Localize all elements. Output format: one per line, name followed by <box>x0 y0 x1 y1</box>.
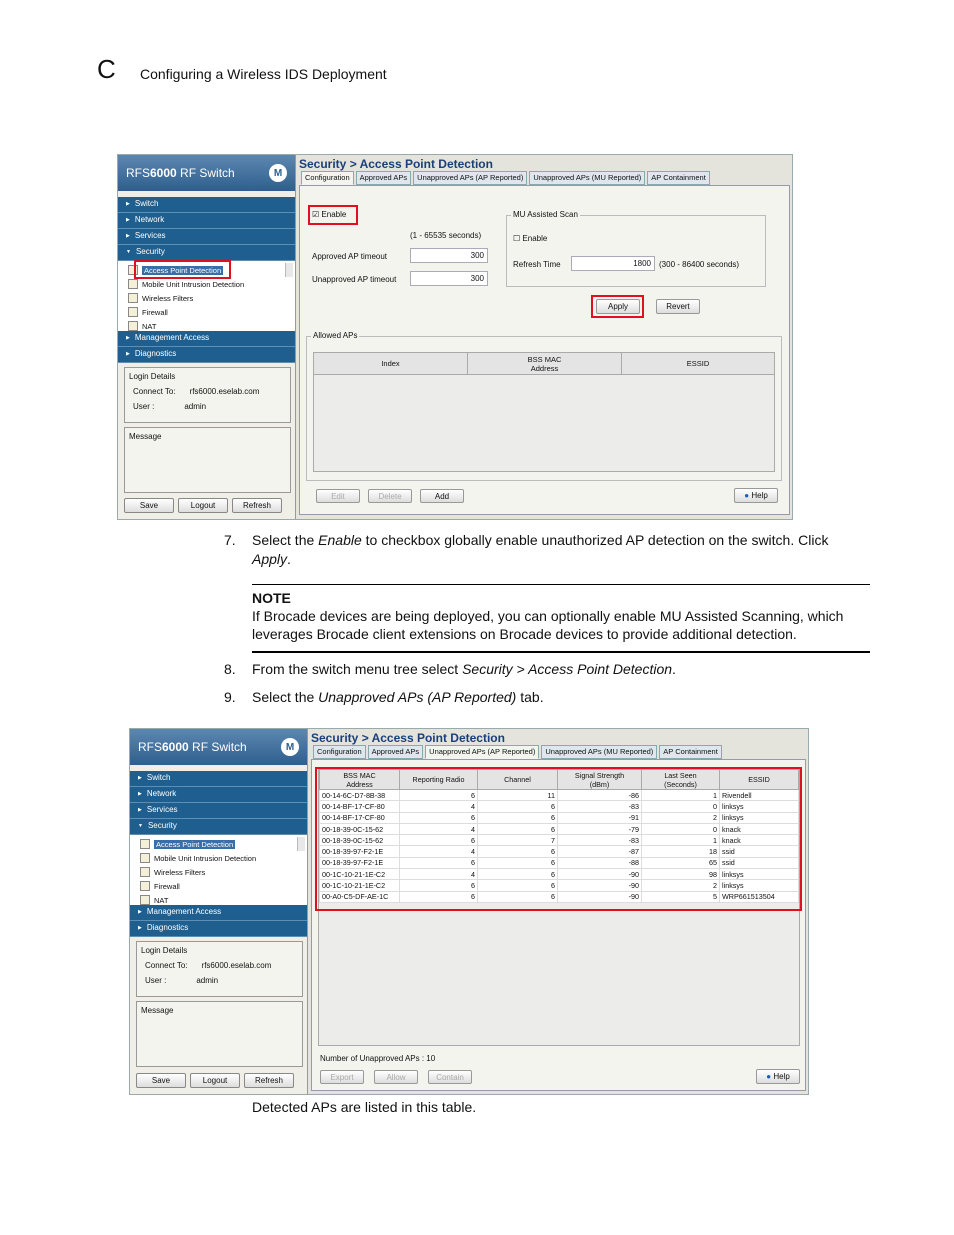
sidebar <box>130 729 308 1094</box>
table-cell: 00-A0-C5-DF-AE-1C <box>320 891 400 902</box>
col-last-seen: Last Seen (Seconds) <box>642 770 720 790</box>
brand-bar <box>118 155 295 191</box>
brand-name: RFS6000 RF Switch <box>138 740 247 754</box>
menu-network[interactable]: ▶ Network <box>118 213 295 229</box>
table-cell: linksys <box>720 812 799 823</box>
user-value: admin <box>196 976 219 985</box>
col-index: Index <box>314 353 468 374</box>
step-8: 8. From the switch menu tree select Security > Access Point Detection. <box>224 661 676 677</box>
table-cell: 2 <box>642 880 720 891</box>
table-cell: 6 <box>400 857 478 868</box>
menu-management-access[interactable]: ▶ Management Access <box>130 905 307 921</box>
apply-button[interactable]: Apply <box>596 299 640 314</box>
tree-item-mu-intrusion[interactable]: Mobile Unit Intrusion Detection <box>140 851 307 865</box>
table-cell: 00-18-39-97-F2-1E <box>320 846 400 857</box>
table-cell: -79 <box>558 823 642 834</box>
table-cell: 6 <box>478 801 558 812</box>
menu-diagnostics[interactable]: ▶ Diagnostics <box>130 921 307 937</box>
refresh-button[interactable]: Refresh <box>244 1073 294 1088</box>
connect-label: Connect To: <box>145 961 188 970</box>
table-cell: 6 <box>400 891 478 902</box>
revert-button[interactable]: Revert <box>656 299 700 314</box>
nat-icon <box>128 321 138 331</box>
menu-network[interactable]: ▶ Network <box>130 787 307 803</box>
tree-item-nat[interactable]: NAT <box>128 319 295 333</box>
logout-button[interactable]: Logout <box>178 498 228 513</box>
menu-diagnostics[interactable]: ▶ Diagnostics <box>118 347 295 363</box>
page-title: Security > Access Point Detection <box>299 157 493 171</box>
menu-switch[interactable]: ▶ Switch <box>118 197 295 213</box>
allowed-aps-title: Allowed APs <box>313 331 358 340</box>
note-box <box>252 584 870 653</box>
table-cell: ssid <box>720 846 799 857</box>
main-area <box>297 155 792 519</box>
table-cell: 6 <box>478 891 558 902</box>
brand-bar <box>130 729 307 765</box>
table-cell: -90 <box>558 869 642 880</box>
table-cell: 6 <box>400 812 478 823</box>
tab-bar <box>297 171 792 185</box>
table-cell: 98 <box>642 869 720 880</box>
table-cell: -91 <box>558 812 642 823</box>
screenshot-ap-detection-config <box>117 154 793 520</box>
connect-value: rfs6000.eselab.com <box>201 961 272 970</box>
step-7-number: 7. <box>224 532 236 548</box>
mu-icon <box>128 279 138 289</box>
tree-scrollbar[interactable] <box>285 263 293 277</box>
tab-approved[interactable]: Approved APs <box>356 171 412 185</box>
tree-item-firewall[interactable]: Firewall <box>140 879 307 893</box>
save-button[interactable]: Save <box>136 1073 186 1088</box>
tree-item-mu-intrusion[interactable]: Mobile Unit Intrusion Detection <box>128 277 295 291</box>
export-button[interactable]: Export <box>320 1070 364 1084</box>
table-cell: linksys <box>720 869 799 880</box>
highlight-enable <box>308 205 358 225</box>
tree-item-firewall[interactable]: Firewall <box>128 305 295 319</box>
nat-icon <box>140 895 150 905</box>
delete-button[interactable]: Delete <box>368 489 412 503</box>
step-8-number: 8. <box>224 661 236 677</box>
tree-item-wireless-filters[interactable]: Wireless Filters <box>128 291 295 305</box>
user-value: admin <box>184 402 207 411</box>
table-cell: knack <box>720 835 799 846</box>
motorola-logo-icon: M <box>269 164 287 182</box>
table-cell: 00-14-BF-17-CF-80 <box>320 812 400 823</box>
table-cell: -83 <box>558 835 642 846</box>
highlight-tree-item <box>134 260 231 279</box>
approved-timeout-input[interactable]: 300 <box>410 248 488 263</box>
tab-unapproved-mu[interactable]: Unapproved APs (MU Reported) <box>529 171 645 185</box>
help-icon: ● <box>744 491 750 500</box>
table-cell: 4 <box>400 801 478 812</box>
col-bss-mac: BSS MAC Address <box>468 353 622 374</box>
approved-timeout-label: Approved AP timeout <box>312 252 388 261</box>
table-cell: 6 <box>400 835 478 846</box>
motorola-logo-icon: M <box>281 738 299 756</box>
table-cell: 6 <box>478 869 558 880</box>
menu-services[interactable]: ▶ Services <box>130 803 307 819</box>
step-9: 9. Select the Unapproved APs (AP Reported) tab. <box>224 689 544 705</box>
table-cell: -88 <box>558 857 642 868</box>
user-label: User : <box>133 402 155 411</box>
tab-approved[interactable]: Approved APs <box>368 745 424 759</box>
table-cell: 5 <box>642 891 720 902</box>
message-title: Message <box>129 432 162 441</box>
filter-icon <box>140 867 150 877</box>
unapproved-timeout-label: Unapproved AP timeout <box>312 275 397 284</box>
highlight-apply <box>591 295 644 318</box>
tree-item-access-point-detection[interactable]: Access Point Detection <box>128 263 295 277</box>
tree-scrollbar[interactable] <box>297 837 305 851</box>
tab-bar <box>309 745 808 759</box>
allowed-aps-group <box>306 331 782 481</box>
tab-configuration[interactable]: Configuration <box>301 171 354 185</box>
menu-security[interactable]: ▼ Security <box>118 245 295 261</box>
note-title: NOTE <box>252 590 291 606</box>
mu-enable-checkbox[interactable]: ☐ Enable <box>513 234 548 243</box>
tab-unapproved-ap[interactable]: Unapproved APs (AP Reported) <box>413 171 527 185</box>
help-button[interactable]: ● Help <box>734 488 778 503</box>
table-cell: 00-18-39-97-F2-1E <box>320 857 400 868</box>
table-cell: 6 <box>478 812 558 823</box>
help-icon: ● <box>766 1072 772 1081</box>
mu-scan-title: MU Assisted Scan <box>513 210 578 219</box>
help-button[interactable]: ● Help <box>756 1069 800 1084</box>
connect-label: Connect To: <box>133 387 176 396</box>
table-cell: 0 <box>642 801 720 812</box>
chapter-title: Configuring a Wireless IDS Deployment <box>140 66 387 82</box>
firewall-icon <box>140 881 150 891</box>
table-cell: -86 <box>558 790 642 801</box>
table-cell: 1 <box>642 790 720 801</box>
menu-security[interactable]: ▼ Security <box>130 819 307 835</box>
security-tree <box>130 835 307 905</box>
tab-ap-containment[interactable]: AP Containment <box>647 171 709 185</box>
filter-icon <box>128 293 138 303</box>
tab-unapproved-ap[interactable]: Unapproved APs (AP Reported) <box>425 745 539 759</box>
refresh-time-label: Refresh Time <box>513 260 561 269</box>
table-cell: WRP661513504 <box>720 891 799 902</box>
tab-unapproved-mu[interactable]: Unapproved APs (MU Reported) <box>541 745 657 759</box>
table-cell: 6 <box>400 880 478 891</box>
table-cell: 6 <box>478 880 558 891</box>
col-reporting-radio: Reporting Radio <box>400 770 478 790</box>
note-text: If Brocade devices are being deployed, you can optionally enable MU Assisted Scanning, which leverages Brocade client extensions on Brocade devices to provide additional detection. <box>252 608 844 642</box>
config-panel <box>299 185 790 515</box>
unapproved-count: Number of Unapproved APs : 10 <box>320 1054 436 1063</box>
main-area <box>309 729 808 1094</box>
table-cell: -90 <box>558 891 642 902</box>
table-cell: 00-18-39-0C-15-62 <box>320 823 400 834</box>
connect-value: rfs6000.eselab.com <box>189 387 260 396</box>
screenshot-unapproved-aps <box>129 728 809 1095</box>
tree-item-wireless-filters[interactable]: Wireless Filters <box>140 865 307 879</box>
table-cell: 11 <box>478 790 558 801</box>
table-cell: 00-14-BF-17-CF-80 <box>320 801 400 812</box>
firewall-icon <box>128 307 138 317</box>
save-button[interactable]: Save <box>124 498 174 513</box>
col-bss-mac: BSS MAC Address <box>320 770 400 790</box>
table-cell: 6 <box>478 823 558 834</box>
message-box <box>136 1001 303 1067</box>
contain-button[interactable]: Contain <box>428 1070 472 1084</box>
table-cell: 2 <box>642 812 720 823</box>
message-box <box>124 427 291 493</box>
table-cell: ssid <box>720 857 799 868</box>
table-cell: 00-1C-10-21-1E-C2 <box>320 869 400 880</box>
unapproved-panel <box>311 759 806 1091</box>
menu-switch[interactable]: ▶ Switch <box>130 771 307 787</box>
brand-name: RFS6000 RF Switch <box>126 166 235 180</box>
col-essid: ESSID <box>720 770 799 790</box>
mu-scan-group <box>506 210 766 287</box>
allow-button[interactable]: Allow <box>374 1070 418 1084</box>
logout-button[interactable]: Logout <box>190 1073 240 1088</box>
table-cell: -83 <box>558 801 642 812</box>
warning-icon <box>140 839 150 849</box>
table-cell: 00-1C-10-21-1E-C2 <box>320 880 400 891</box>
table-cell: 7 <box>478 835 558 846</box>
table-cell: 4 <box>400 846 478 857</box>
refresh-button[interactable]: Refresh <box>232 498 282 513</box>
table-cell: 4 <box>400 823 478 834</box>
highlight-table <box>315 767 802 911</box>
table-cell: 1 <box>642 835 720 846</box>
table-cell: 6 <box>400 790 478 801</box>
figure-caption: Detected APs are listed in this table. <box>252 1099 477 1115</box>
table-cell: 0 <box>642 823 720 834</box>
col-essid: ESSID <box>686 359 710 368</box>
table-cell: -90 <box>558 880 642 891</box>
col-channel: Channel <box>478 770 558 790</box>
table-cell: 18 <box>642 846 720 857</box>
table-cell: linksys <box>720 801 799 812</box>
step-9-number: 9. <box>224 689 236 705</box>
chapter-letter: C <box>97 54 116 84</box>
tree-item-access-point-detection[interactable]: Access Point Detection <box>140 837 307 851</box>
login-title: Login Details <box>129 372 176 381</box>
table-cell: knack <box>720 823 799 834</box>
step-7: 7. Select the Enable to checkbox globally enable unauthorized AP detection on the switch. Click Apply. <box>224 532 829 567</box>
menu-services[interactable]: ▶ Services <box>118 229 295 245</box>
tab-ap-containment[interactable]: AP Containment <box>659 745 721 759</box>
allowed-aps-table[interactable] <box>313 352 775 472</box>
mu-icon <box>140 853 150 863</box>
unapproved-timeout-input[interactable]: 300 <box>410 271 488 286</box>
sidebar <box>118 155 296 519</box>
user-label: User : <box>145 976 167 985</box>
add-button[interactable]: Add <box>420 489 464 503</box>
login-title: Login Details <box>141 946 188 955</box>
table-cell: linksys <box>720 880 799 891</box>
refresh-time-input[interactable]: 1800 <box>571 256 655 271</box>
menu-management-access[interactable]: ▶ Management Access <box>118 331 295 347</box>
table-cell: 6 <box>478 846 558 857</box>
login-details <box>136 941 303 997</box>
page-title: Security > Access Point Detection <box>311 731 505 745</box>
table-cell: 00-14-6C-D7-8B-38 <box>320 790 400 801</box>
range-note: (1 - 65535 seconds) <box>410 231 482 240</box>
col-signal-strength: Signal Strength (dBm) <box>558 770 642 790</box>
table-cell: 6 <box>478 857 558 868</box>
tab-configuration[interactable]: Configuration <box>313 745 366 759</box>
edit-button[interactable]: Edit <box>316 489 360 503</box>
tree-item-nat[interactable]: NAT <box>140 893 307 907</box>
table-cell: Rivendell <box>720 790 799 801</box>
table-cell: 4 <box>400 869 478 880</box>
table-cell: -87 <box>558 846 642 857</box>
table-cell: 00-18-39-0C-15-62 <box>320 835 400 846</box>
login-details <box>124 367 291 423</box>
enable-checkbox[interactable]: ☑ Enable <box>312 210 347 219</box>
refresh-range: (300 - 86400 seconds) <box>659 260 740 269</box>
message-title: Message <box>141 1006 174 1015</box>
table-cell: 65 <box>642 857 720 868</box>
